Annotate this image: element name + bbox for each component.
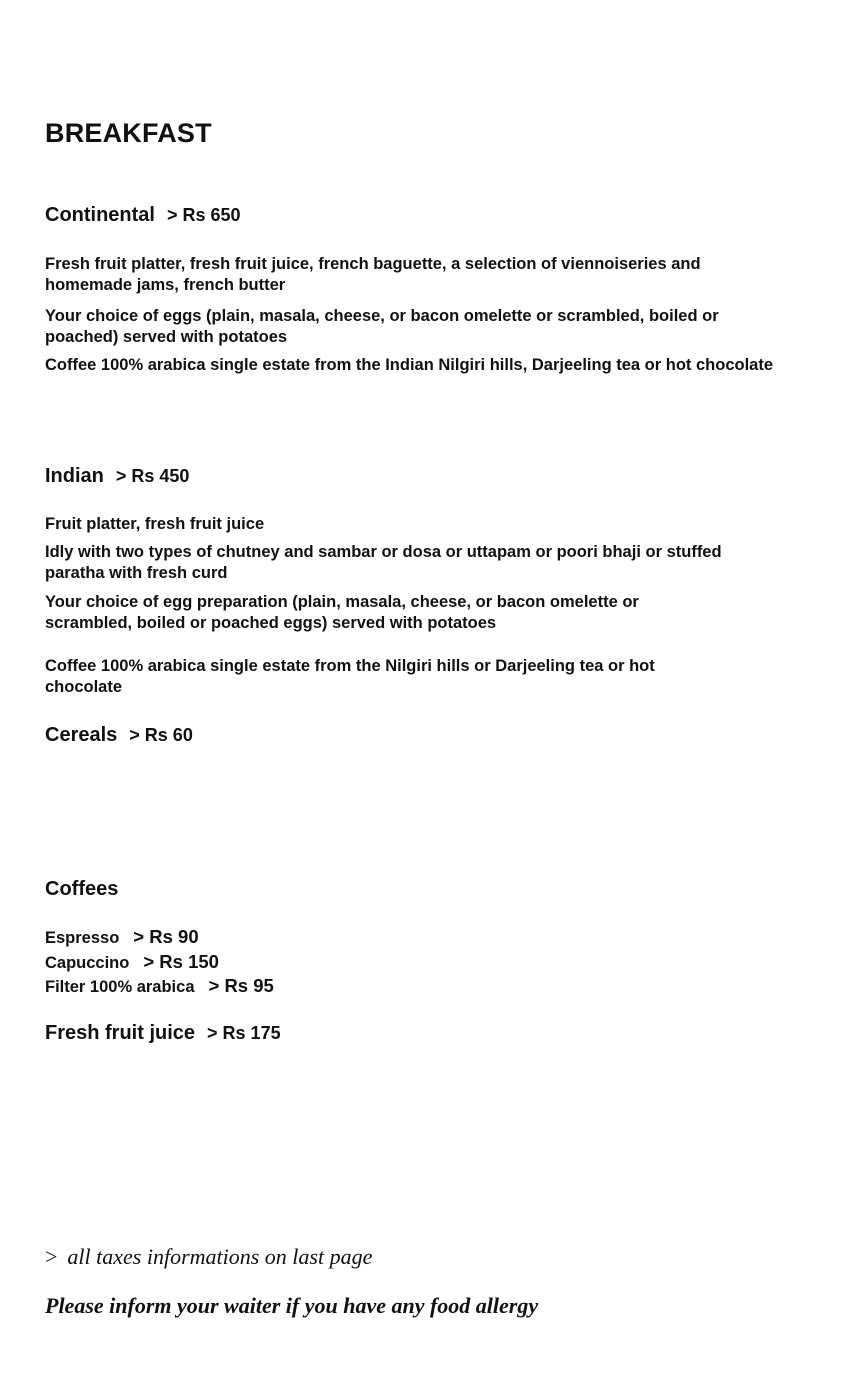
menu-item-description: Coffee 100% arabica single estate from the Indian Nilgiri hills, Darjeeling tea or hot chocolate <box>45 356 774 374</box>
section-heading-cereals <box>45 724 193 747</box>
section-name: Cereals <box>45 724 118 746</box>
menu-item-description: Your choice of eggs (plain, masala, cheese, or bacon omelette or scrambled, boiled or poached) served with potatoes <box>45 307 719 346</box>
section-heading-juice <box>45 1022 281 1045</box>
menu-item-description: Idly with two types of chutney and sambar or dosa or uttapam or poori bhaji or stuffed paratha with fresh curd <box>45 543 722 582</box>
arrow-icon: > <box>45 1244 58 1269</box>
page-title: BREAKFAST <box>45 118 212 148</box>
coffee-price: > Rs 95 <box>208 975 274 996</box>
coffee-item <box>45 951 219 973</box>
coffee-item <box>45 975 274 997</box>
coffee-price: > Rs 150 <box>143 951 219 972</box>
section-price: > Rs 60 <box>129 725 193 745</box>
coffee-price: > Rs 90 <box>133 926 199 947</box>
coffee-name: Capuccino <box>45 954 130 972</box>
tax-note-text: all taxes informations on last page <box>67 1244 373 1269</box>
coffee-name: Espresso <box>45 929 120 947</box>
coffee-name: Filter 100% arabica <box>45 978 195 996</box>
section-heading-coffees <box>45 878 118 901</box>
section-name: Indian <box>45 465 104 487</box>
coffee-item <box>45 926 199 948</box>
section-price: > Rs 175 <box>207 1023 281 1043</box>
section-price: > Rs 650 <box>167 205 241 225</box>
tax-note <box>45 1244 372 1270</box>
section-heading-continental <box>45 204 241 227</box>
section-name: Coffees <box>45 878 119 900</box>
menu-item-description: Fruit platter, fresh fruit juice <box>45 515 265 533</box>
allergy-note: Please inform your waiter if you have any food allergy <box>45 1293 539 1318</box>
section-name: Fresh fruit juice <box>45 1022 196 1044</box>
section-heading-indian <box>45 465 189 488</box>
section-name: Continental <box>45 204 155 226</box>
section-price: > Rs 450 <box>115 466 190 486</box>
menu-item-description: Coffee 100% arabica single estate from the Nilgiri hills or Darjeeling tea or hot chocolate <box>45 657 655 696</box>
menu-item-description: Your choice of egg preparation (plain, masala, cheese, or bacon omelette or scrambled, boiled or poached eggs) served with potatoes <box>45 593 639 632</box>
menu-item-description: Fresh fruit platter, fresh fruit juice, french baguette, a selection of viennoiseries and homemade jams, french butter <box>45 255 701 294</box>
